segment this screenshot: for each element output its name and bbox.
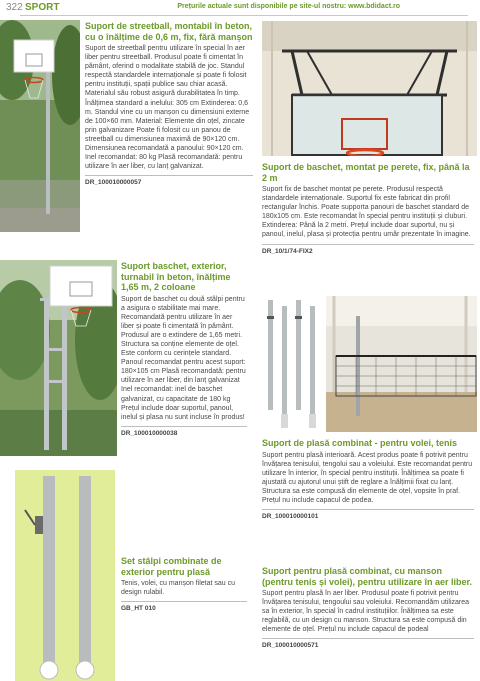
product-description: Suport fix de baschet montat pe perete. Produsul respectă standardele internaționale. Suportul fix este fabricat din profil rectangular închis. Poate supporta panouri de baschet standard de 180x105 cm. Este recomandat în special pentru instituții și cluburi. Extinderea: Până la 2 metri. Prețul include doar suportul, nu și panoul, inelul, plasa și protecția pentru umăr prezentate în imagine. xyxy=(262,186,471,239)
product-wall-basketball-support xyxy=(262,162,474,255)
product-description: Suport de streetball pentru utilizare în special în aer liber pentru streetball. Produsul poate fi cimentat în pământ, oferind o modalitate stabilă de joc. Standul respectă standardele internaționale și poate fi folosit pentru instituții, spații publice sau chiar acasă. Materialul său robust asigură durabilitatea în timp. Înălțimea standard a inelului: 305 cm Extinderea: 0,6 m. Standul vine cu un manșon cu dimensiuni externe de 100×60 mm. Material: Elemente din oțel, zincate prin galvanizare Poate fi folosit cu un panou de streetball cu dimensiunea maximă de 90×120 cm. Dimensiunea recomandată a panoului: 90×120 cm. Inel recomandat: 80 kg Plasă recomandată: pentru utilizare în aer liber, cu lanț galvanizat. xyxy=(85,45,250,171)
two-column-basketball-photo xyxy=(0,260,117,456)
product-description: Suport pentru plasă în aer liber. Produsul poate fi potrivit pentru învățarea tenisului, tengoului sau voleiului. Recomandăm utilizarea sa în exterior, în special în cadrul instituțiilor. Înălțimea sa este reglabilă, cu un design cu manson. Structura sa este compusă din elemente de oțel. Prețul nu include capacul de podeal xyxy=(262,590,470,634)
product-outdoor-net-support xyxy=(262,566,474,649)
net-posts-photo xyxy=(262,296,322,432)
header-divider xyxy=(20,15,468,16)
product-sku: DR_100010000571 xyxy=(262,638,474,649)
product-title: Suport de baschet, montat pe perete, fix, până la 2 m xyxy=(262,162,470,183)
product-sku: DR_100010000038 xyxy=(121,426,247,437)
section-title: SPORT xyxy=(25,2,60,13)
product-outdoor-post-set xyxy=(121,556,247,612)
product-sku: GB_HT 010 xyxy=(121,601,247,612)
product-sku: DR_10/1/74-FIX2 xyxy=(262,244,474,255)
product-sku: DR_100010000101 xyxy=(262,509,474,520)
product-title: Suport baschet, exterior, turnabil în beton, înălțime 1,65 m, 2 coloane xyxy=(121,261,231,292)
page-number: 322 xyxy=(6,2,23,13)
product-title: Suport de streetball, montabil în beton, cu o înălțime de 0,6 m, fix, fără manșon xyxy=(85,21,253,42)
product-description: Suport de baschet cu două stâlpi pentru a asigura o stabilitate mai mare. Recomandată pentru utilizare în aer liber și poate fi cimentată în pământ. Produsul are o extindere de 1,65 metri. Structura sa conține elemente de oțel. Este conform cu cerințele standard. Panoul recomandat pentru acest suport: 180×105 cm Plasă recomandată: pentru utilizare în aer liber, din lanț galvanizat Inel recomandat: inel de baschet galvanizat, cu capacitate de 180 kg Prețul include doar suportul, panoul, inelul și plasa nu sunt incluse în produs! xyxy=(121,295,246,421)
outdoor-post-set-photo xyxy=(15,470,115,681)
product-combined-net-support xyxy=(262,438,474,520)
product-title: Suport pentru plasă combinat, cu manson (pentru tenis și volei), pentru utilizare în aer liber. xyxy=(262,566,473,587)
product-sku: DR_100010000057 xyxy=(85,175,253,186)
price-note: Prețurile actuale sunt disponibile pe site-ul nostru: www.bdidact.ro xyxy=(177,3,400,10)
streetball-stand-photo xyxy=(0,20,80,232)
gym-net-photo xyxy=(326,296,477,432)
product-streetball-stand xyxy=(85,21,253,186)
product-title: Set stâlpi combinate de exterior pentru plasă xyxy=(121,556,222,577)
product-description: Tenis, volei, cu manșon filetat sau cu design rulabil. xyxy=(121,580,236,597)
product-title: Suport de plasă combinat - pentru volei, tenis xyxy=(262,438,458,448)
page-header xyxy=(0,0,480,16)
wall-basketball-support-photo xyxy=(262,21,477,156)
product-two-column-basketball xyxy=(121,261,247,437)
product-description: Suport pentru plasă interioară. Acest produs poate fi potrivit pentru învățarea tenisului, tengolui sau a voleiului. Este recomandat pentru utilizare în interior, în special pentru instituții. Înălțimea sa poate fi ajustată cu ajutorul unui știft de reglare a înălțimii fixat cu lanț. Structura sa este compusă din elemente de oțel, vopsite în praf. Prețul nu include capacul de podea. xyxy=(262,451,473,504)
